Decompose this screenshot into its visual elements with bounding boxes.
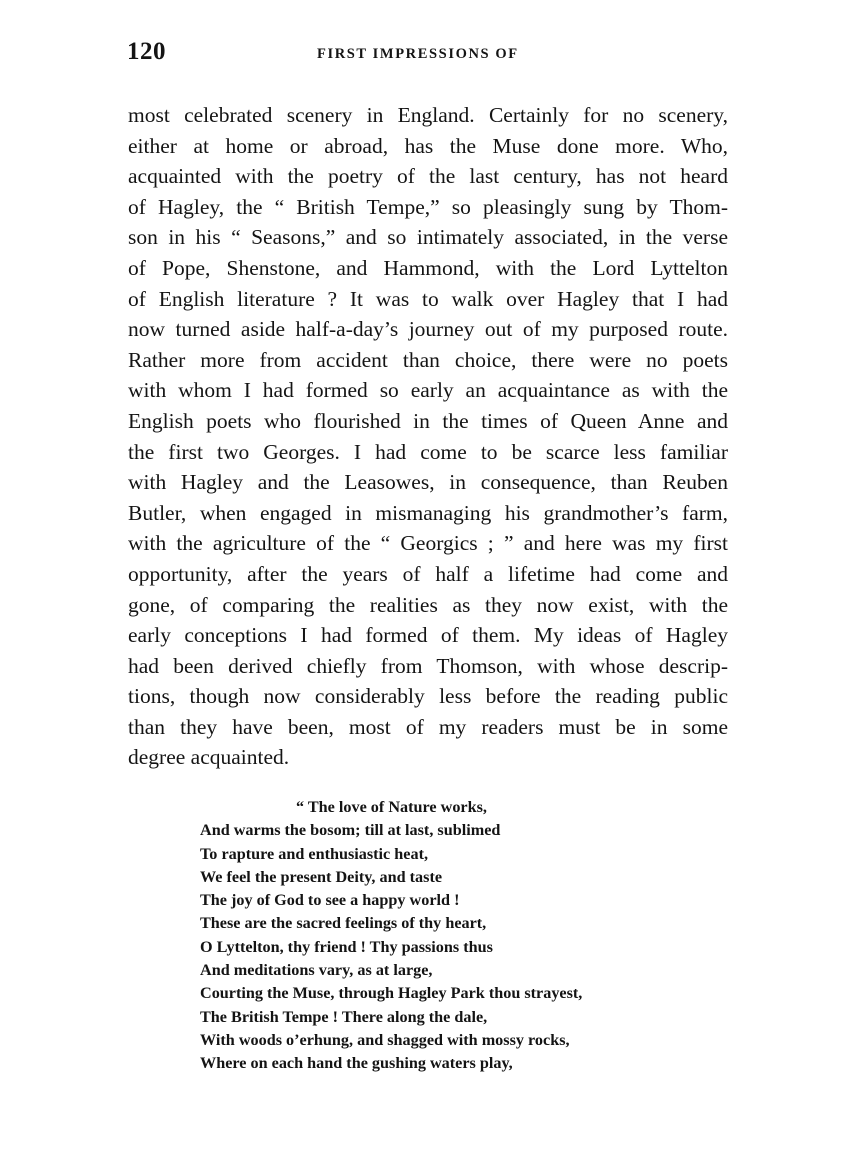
running-title: FIRST IMPRESSIONS OF <box>317 46 519 62</box>
text-line: acquainted with the poetry of the last century, has not heard <box>128 164 728 189</box>
verse-line: And meditations vary, as at large, <box>200 961 433 980</box>
verse-line: The joy of God to see a happy world ! <box>200 891 460 910</box>
verse-line: Where on each hand the gushing waters play, <box>200 1054 513 1073</box>
text-line: either at home or abroad, has the Muse done more. Who, <box>128 133 728 158</box>
text-line: early conceptions I had formed of them. My ideas of Hagley <box>128 623 728 648</box>
running-head <box>127 38 727 72</box>
text-line: degree acquainted. <box>128 745 290 770</box>
text-line: of English literature ? It was to walk over Hagley that I had <box>128 286 728 311</box>
page-number: 120 <box>127 38 166 65</box>
body-paragraph <box>128 100 728 773</box>
verse-line: We feel the present Deity, and taste <box>200 867 443 886</box>
text-line: Butler, when engaged in mismanaging his grandmother’s farm, <box>128 500 728 525</box>
verse-line: O Lyttelton, thy friend ! Thy passions thus <box>200 937 493 956</box>
verse-line: These are the sacred feelings of thy heart, <box>200 914 487 933</box>
text-line: most celebrated scenery in England. Certainly for no scenery, <box>128 103 728 127</box>
text-line: gone, of comparing the realities as they now exist, with the <box>128 592 728 617</box>
text-line: had been derived chiefly from Thomson, with whose descrip- <box>128 653 728 678</box>
text-line: son in his “ Seasons,” and so intimately associated, in the verse <box>128 225 728 250</box>
text-line: with the agriculture of the “ Georgics ; ” and here was my first <box>128 531 728 556</box>
text-line: with whom I had formed so early an acquaintance as with the <box>128 378 728 403</box>
verse-line: “ The love of Nature works, <box>296 798 487 816</box>
verse-line: With woods o’erhung, and shagged with mossy rocks, <box>200 1030 570 1049</box>
text-line: of Pope, Shenstone, and Hammond, with the Lord Lyttelton <box>128 255 728 280</box>
text-line: now turned aside half-a-day’s journey out of my purposed route. <box>128 317 728 342</box>
verse-line: The British Tempe ! There along the dale, <box>200 1007 488 1026</box>
text-line: opportunity, after the years of half a lifetime had come and <box>128 561 728 586</box>
verse-line: And warms the bosom; till at last, sublimed <box>200 821 501 840</box>
text-line: tions, though now considerably less before the reading public <box>128 684 728 709</box>
verse-line: Courting the Muse, through Hagley Park thou strayest, <box>200 984 583 1003</box>
text-line: than they have been, most of my readers must be in some <box>128 714 728 739</box>
text-line: with Hagley and the Leasowes, in consequence, than Reuben <box>128 470 728 495</box>
text-line: English poets who flourished in the times of Queen Anne and <box>128 408 728 433</box>
verse-line: To rapture and enthusiastic heat, <box>200 844 429 863</box>
text-line: Rather more from accident than choice, there were no poets <box>128 347 728 372</box>
text-line: the first two Georges. I had come to be scarce less familiar <box>128 439 728 464</box>
verse-quotation <box>200 796 680 1076</box>
text-line: of Hagley, the “ British Tempe,” so pleasingly sung by Thom- <box>128 194 728 219</box>
